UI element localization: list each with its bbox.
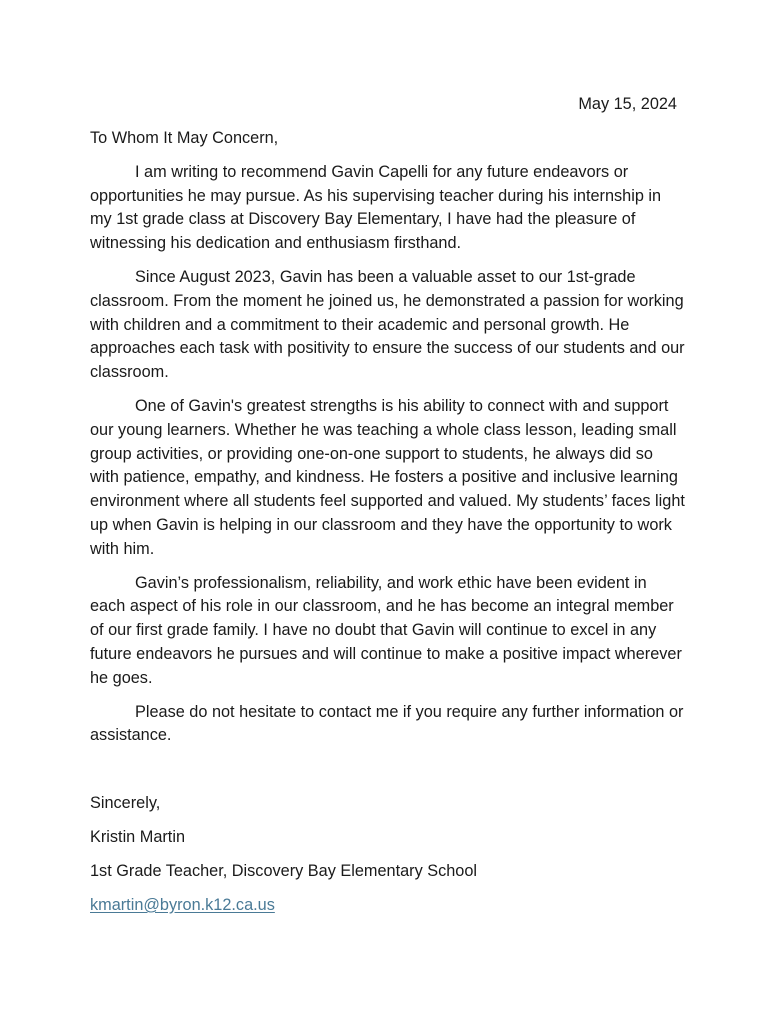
letter-body <box>90 127 685 927</box>
paragraph-strengths: One of Gavin's greatest strengths is his ability to connect with and support our young learners. Whether he was teaching a whole class lesson, leading small group activities, or providing one-on-one support to students, he always did so with patience, empathy, and kindness. He fosters a positive and inclusive learning environment where all students feel supported and valued. My students’ faces light up when Gavin is helping in our classroom and they have the opportunity to work with him. <box>90 396 685 558</box>
signer-title: 1st Grade Teacher, Discovery Bay Elementary School <box>90 861 478 880</box>
paragraph-recommendation: I am writing to recommend Gavin Capelli for any future endeavors or opportunities he may pursue. As his supervising teacher during his internship in my 1st grade class at Discovery Bay Elementary, I have had the pleasure of witnessing his dedication and enthusiasm firsthand. <box>90 162 662 253</box>
signer-email-line <box>90 894 685 918</box>
signer-name: Kristin Martin <box>90 827 185 846</box>
signer-email-link[interactable]: kmartin@byron.k12.ca.us <box>90 895 275 914</box>
letter-date: May 15, 2024 <box>578 95 677 113</box>
salutation: To Whom It May Concern, <box>90 129 279 147</box>
paragraph-professionalism: Gavin’s professionalism, reliability, and work ethic have been evident in each aspect of his role in our classroom, and he has become an integral member of our first grade family. I have no doubt that Gavin will continue to excel in any future endeavors he pursues and will continue to make a positive impact wherever he goes. <box>90 573 682 687</box>
closing: Sincerely, <box>90 794 161 813</box>
paragraph-since-august: Since August 2023, Gavin has been a valuable asset to our 1st-grade classroom. From the moment he joined us, he demonstrated a passion for working with children and a commitment to their academic and personal growth. He approaches each task with positivity to ensure the success of our students and our classroom. <box>90 267 685 382</box>
paragraph-contact: Please do not hesitate to contact me if you require any further information or assistance. <box>90 702 684 745</box>
